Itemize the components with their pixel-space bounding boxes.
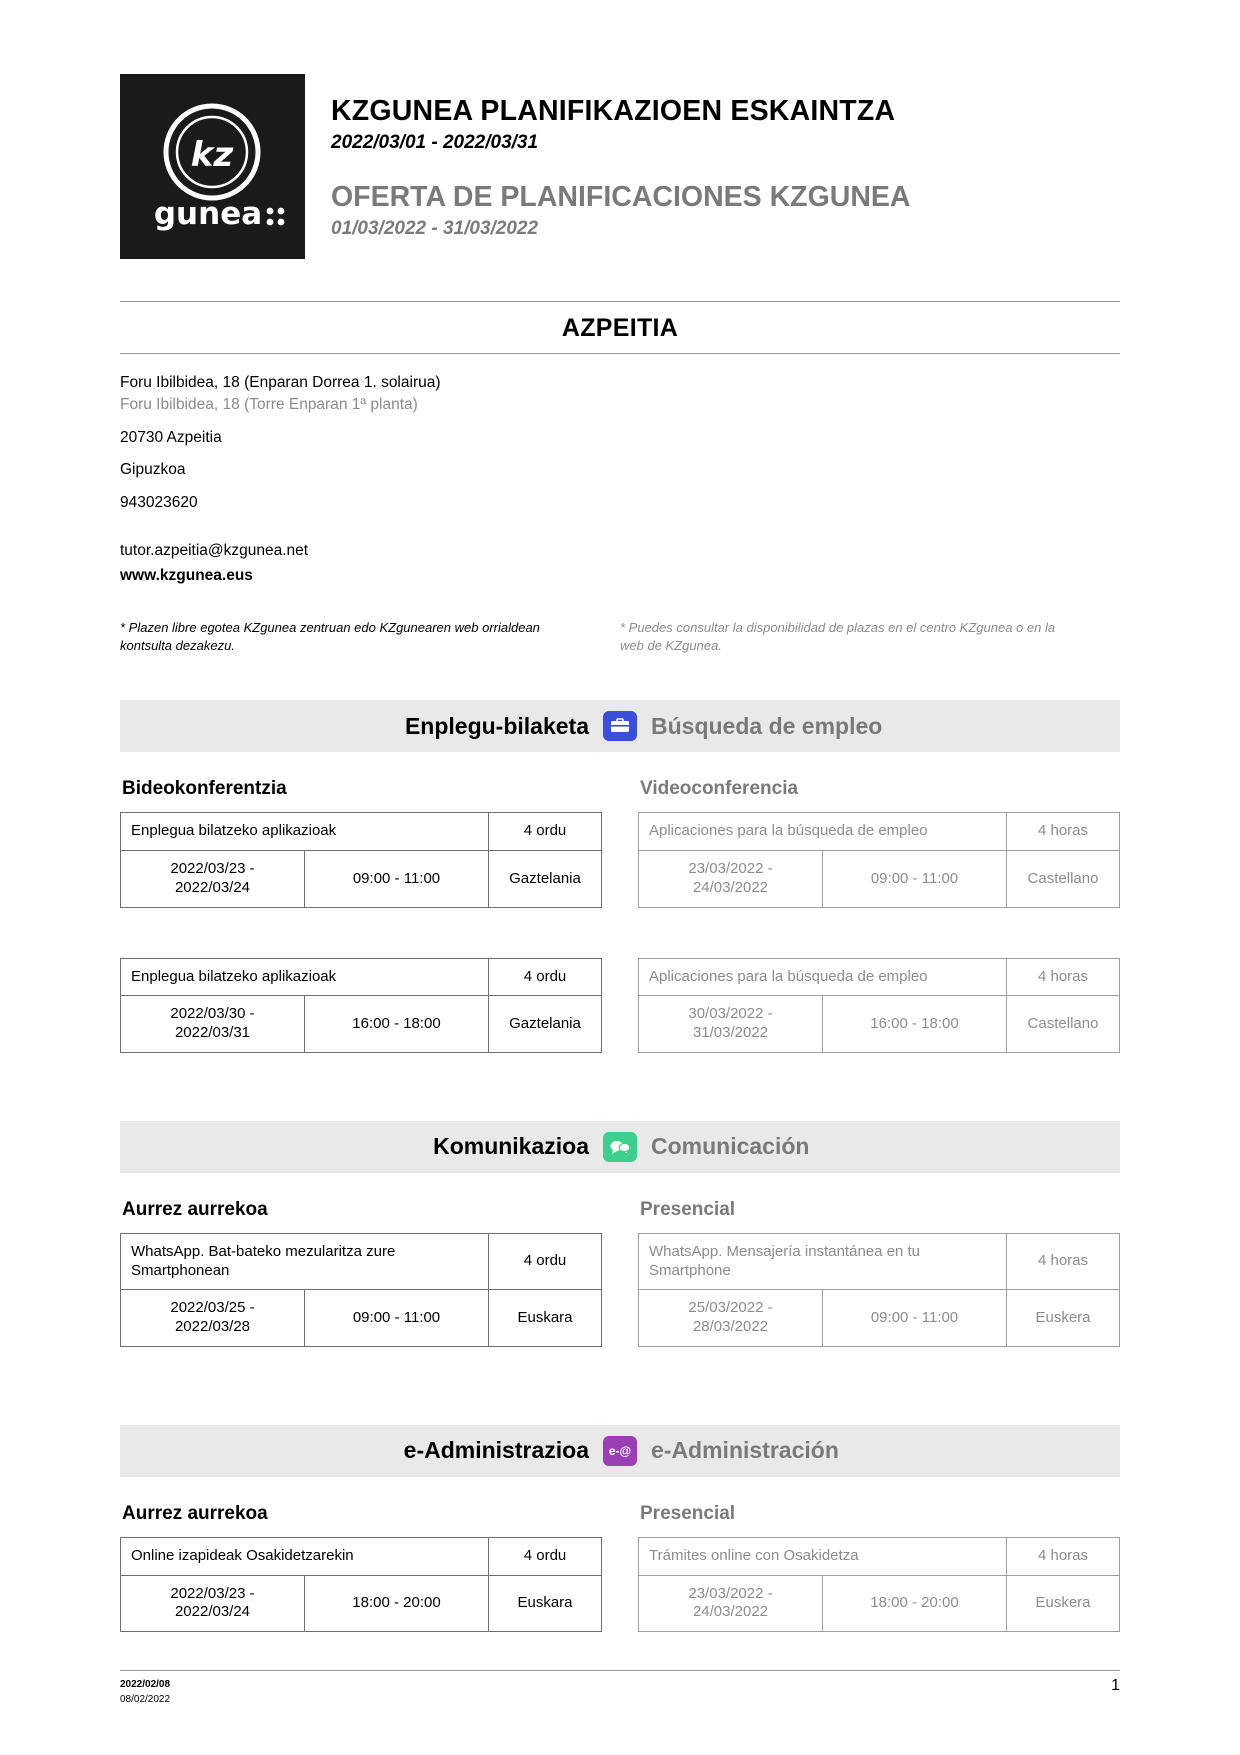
course-hours: 4 horas (1007, 958, 1120, 996)
category-band (120, 1121, 1120, 1173)
modality-spanish: Videoconferencia (640, 778, 799, 800)
e-administration-icon (603, 1436, 637, 1466)
modality-basque: Bideokonferentzia (122, 778, 287, 800)
course-language: Euskera (1007, 1575, 1120, 1632)
note-spanish: * Puedes consultar la disponibilidad de plazas en el centro KZgunea o en la web de KZgunea. (620, 620, 1056, 653)
course-time: 09:00 - 11:00 (823, 1290, 1007, 1347)
course-dates: 2022/03/25 - 2022/03/28 (121, 1290, 305, 1347)
courses-columns (120, 1199, 1120, 1369)
modality-spanish: Presencial (640, 1502, 736, 1524)
course-time: 09:00 - 11:00 (305, 1290, 489, 1347)
course-hours: 4 ordu (489, 813, 602, 851)
table-spacer (120, 930, 602, 958)
address-spanish: Foru Ibilbidea, 18 (Torre Enparan 1ª planta) (120, 396, 418, 414)
address-basque: Foru Ibilbidea, 18 (Enparan Dorrea 1. solairua) (120, 374, 441, 391)
website: www.kzgunea.eus (120, 566, 253, 584)
course-table (638, 1537, 1120, 1632)
title-basque: KZGUNEA PLANIFIKAZIOEN ESKAINTZA (331, 95, 896, 127)
course-language: Euskara (489, 1575, 602, 1632)
column-spanish (638, 1503, 1120, 1654)
course-dates: 23/03/2022 - 24/03/2022 (639, 1575, 823, 1632)
table-row (121, 1575, 602, 1632)
postal-city: 20730 Azpeitia (120, 428, 222, 446)
footer-date-spanish: 08/02/2022 (120, 1694, 171, 1705)
e-administration-icon-label: e-@ (608, 1443, 632, 1458)
courses-columns (120, 1503, 1120, 1654)
course-hours: 4 ordu (489, 1537, 602, 1575)
course-hours: 4 ordu (489, 958, 602, 996)
center-address-block (120, 372, 1120, 587)
category-band (120, 1425, 1120, 1477)
table-row (121, 851, 602, 908)
section-komunikazioa (120, 1121, 1120, 1369)
chat-bubbles-icon (603, 1132, 637, 1162)
document-header (120, 74, 1120, 259)
course-name: Online izapideak Osakidetzarekin (121, 1537, 489, 1575)
section-e-administrazioa (120, 1425, 1120, 1654)
date-range-spanish: 01/03/2022 - 31/03/2022 (331, 217, 539, 239)
course-time: 09:00 - 11:00 (823, 851, 1007, 908)
course-name: Trámites online con Osakidetza (639, 1537, 1007, 1575)
table-row (121, 958, 602, 996)
column-basque (120, 1503, 602, 1654)
category-title-spanish: e-Administración (651, 1437, 839, 1464)
course-name: Enplegua bilatzeko aplikazioak (121, 958, 489, 996)
table-row (121, 996, 602, 1053)
divider-bottom (120, 353, 1120, 354)
footer-dates (120, 1677, 170, 1707)
table-row (121, 813, 602, 851)
course-table (638, 958, 1120, 1053)
course-name: Aplicaciones para la búsqueda de empleo (639, 813, 1007, 851)
course-dates: 2022/03/23 - 2022/03/24 (121, 1575, 305, 1632)
category-title-basque: Enplegu-bilaketa (404, 712, 589, 739)
document-footer (120, 1670, 1120, 1707)
course-dates: 2022/03/30 - 2022/03/31 (121, 996, 305, 1053)
course-language: Gaztelania (489, 996, 602, 1053)
course-name: Aplicaciones para la búsqueda de empleo (639, 958, 1007, 996)
column-spanish (638, 1199, 1120, 1369)
table-row (639, 1575, 1120, 1632)
table-spacer (638, 930, 1120, 958)
course-table (120, 958, 602, 1053)
category-title-basque: Komunikazioa (433, 1133, 589, 1160)
course-language: Euskera (1007, 1290, 1120, 1347)
note-basque: * Plazen libre egotea KZgunea zentruan edo KZgunearen web orrialdean kontsulta dezakezu. (120, 620, 540, 653)
page-number: 1 (1111, 1677, 1120, 1694)
course-table (120, 812, 602, 907)
course-table (638, 812, 1120, 907)
table-row (639, 996, 1120, 1053)
table-row (639, 813, 1120, 851)
course-table (120, 1537, 602, 1632)
phone: 943023620 (120, 493, 198, 511)
section-enplegu-bilaketa (120, 700, 1120, 1075)
course-dates: 23/03/2022 - 24/03/2022 (639, 851, 823, 908)
category-title-spanish: Comunicación (651, 1133, 810, 1160)
course-language: Euskara (489, 1290, 602, 1347)
province: Gipuzkoa (120, 461, 186, 479)
course-name: WhatsApp. Bat-bateko mezularitza zure Smartphonean (121, 1233, 489, 1290)
course-hours: 4 horas (1007, 1233, 1120, 1290)
column-spanish (638, 778, 1120, 1075)
course-table (638, 1233, 1120, 1347)
availability-notes (120, 619, 1120, 654)
email: tutor.azpeitia@kzgunea.net (120, 542, 309, 560)
modality-spanish: Presencial (640, 1198, 736, 1220)
course-name: WhatsApp. Mensajería instantánea en tu Smartphone (639, 1233, 1007, 1290)
courses-columns (120, 778, 1120, 1075)
course-time: 18:00 - 20:00 (305, 1575, 489, 1632)
course-time: 09:00 - 11:00 (305, 851, 489, 908)
course-time: 16:00 - 18:00 (823, 996, 1007, 1053)
header-titles (331, 74, 1120, 240)
course-dates: 25/03/2022 - 28/03/2022 (639, 1290, 823, 1347)
title-spanish: OFERTA DE PLANIFICACIONES KZGUNEA (331, 180, 911, 213)
table-row (639, 851, 1120, 908)
center-name: AZPEITIA (561, 314, 679, 342)
svg-text:kz: kz (190, 135, 234, 175)
column-basque (120, 1199, 602, 1369)
table-row (639, 1233, 1120, 1290)
job-search-icon (603, 711, 637, 741)
table-row (121, 1290, 602, 1347)
date-range-basque: 2022/03/01 - 2022/03/31 (331, 131, 539, 153)
course-hours: 4 horas (1007, 813, 1120, 851)
course-table (120, 1233, 602, 1347)
table-row (639, 958, 1120, 996)
modality-basque: Aurrez aurrekoa (122, 1502, 268, 1524)
category-title-basque: e-Administrazioa (403, 1437, 589, 1464)
table-row (121, 1233, 602, 1290)
course-language: Castellano (1007, 996, 1120, 1053)
course-dates: 2022/03/23 - 2022/03/24 (121, 851, 305, 908)
course-language: Castellano (1007, 851, 1120, 908)
course-name: Enplegua bilatzeko aplikazioak (121, 813, 489, 851)
course-language: Gaztelania (489, 851, 602, 908)
course-hours: 4 ordu (489, 1233, 602, 1290)
svg-text:gunea: gunea (153, 196, 263, 232)
kzgunea-logo (120, 74, 305, 259)
table-row (121, 1537, 602, 1575)
category-band (120, 700, 1120, 752)
table-row (639, 1537, 1120, 1575)
center-name-band (120, 301, 1120, 354)
course-time: 18:00 - 20:00 (823, 1575, 1007, 1632)
column-basque (120, 778, 602, 1075)
footer-date-basque: 2022/02/08 (120, 1679, 171, 1690)
table-row (639, 1290, 1120, 1347)
course-dates: 30/03/2022 - 31/03/2022 (639, 996, 823, 1053)
category-title-spanish: Búsqueda de empleo (651, 712, 883, 739)
course-time: 16:00 - 18:00 (305, 996, 489, 1053)
modality-basque: Aurrez aurrekoa (122, 1198, 268, 1220)
course-hours: 4 horas (1007, 1537, 1120, 1575)
